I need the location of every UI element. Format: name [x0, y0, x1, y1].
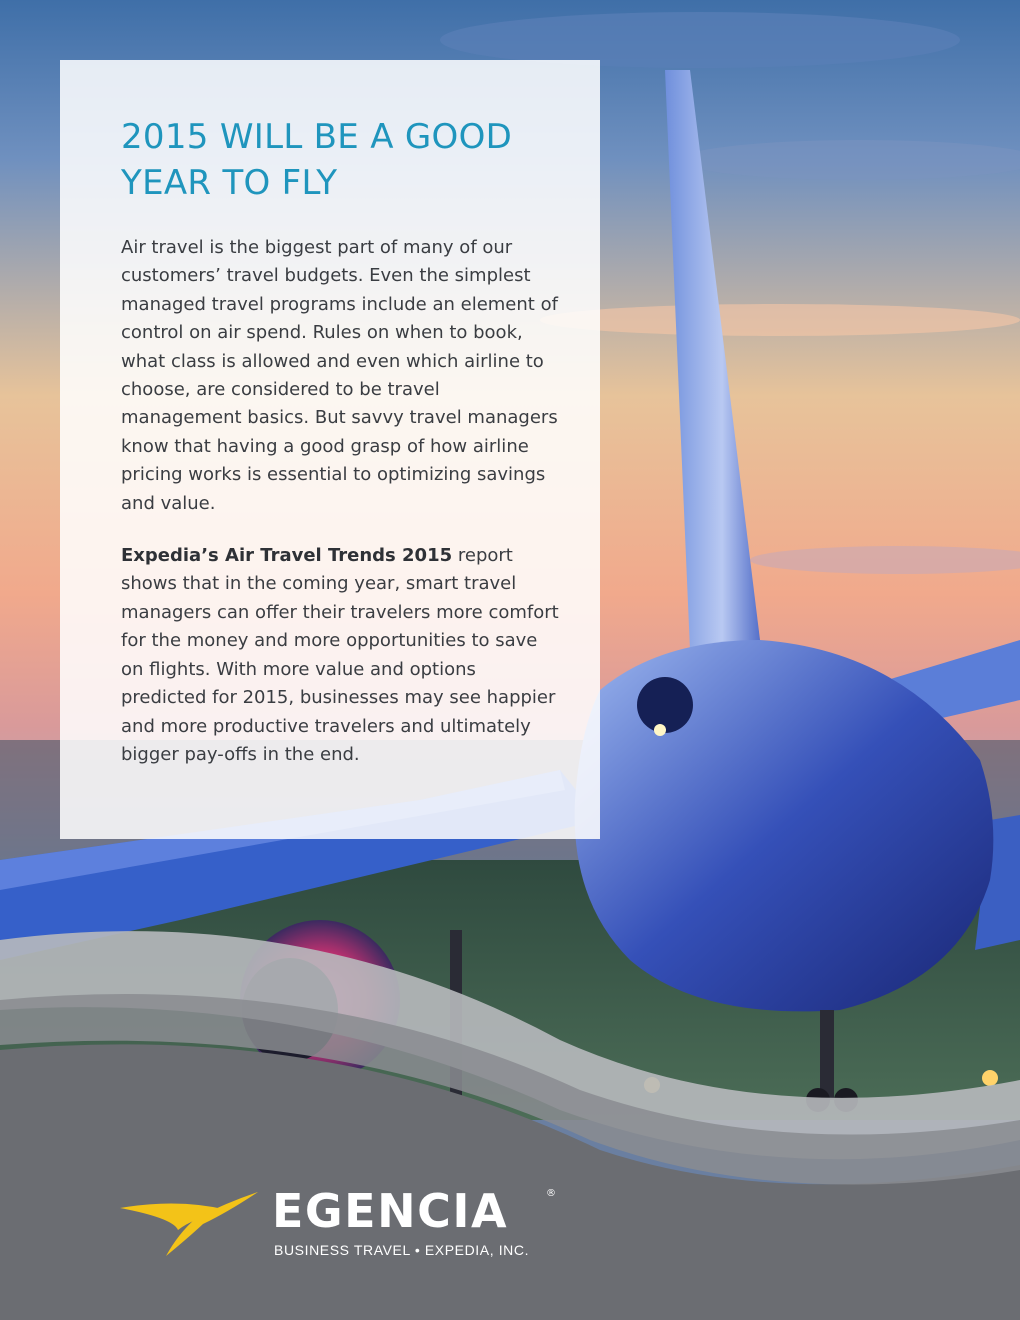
page-title: 2015 WILL BE A GOOD YEAR TO FLY: [121, 117, 513, 203]
report-title: Expedia’s Air Travel Trends 2015: [121, 545, 453, 567]
intro-paragraph: Air travel is the biggest part of many of our customers’ travel budgets. Even the simplest managed travel programs include an element of control on air spend. Rules on when to book, what class is allowed and even which airline to choose, are considered to be travel management basics. But savvy travel managers know that having a good grasp of how airline pricing works is essential to optimizing savings and value.: [121, 237, 558, 514]
logo-wordmark: EGENCIA: [272, 1184, 509, 1238]
egencia-logo: [118, 1184, 578, 1264]
report-paragraph-text: report shows that in the coming year, smart travel managers can offer their travelers more comfort for the money and more opportunities to save on flights. With more value and options predicted for 2015, businesses may see happier and more productive travelers and ultimately bigger pay-offs in the end.: [121, 545, 559, 765]
article-panel: [60, 60, 600, 839]
report-paragraph: [121, 542, 561, 769]
egencia-bird-icon: [118, 1188, 268, 1258]
logo-tagline: BUSINESS TRAVEL • EXPEDIA, INC.: [274, 1242, 530, 1258]
registered-mark: ®: [546, 1188, 556, 1199]
